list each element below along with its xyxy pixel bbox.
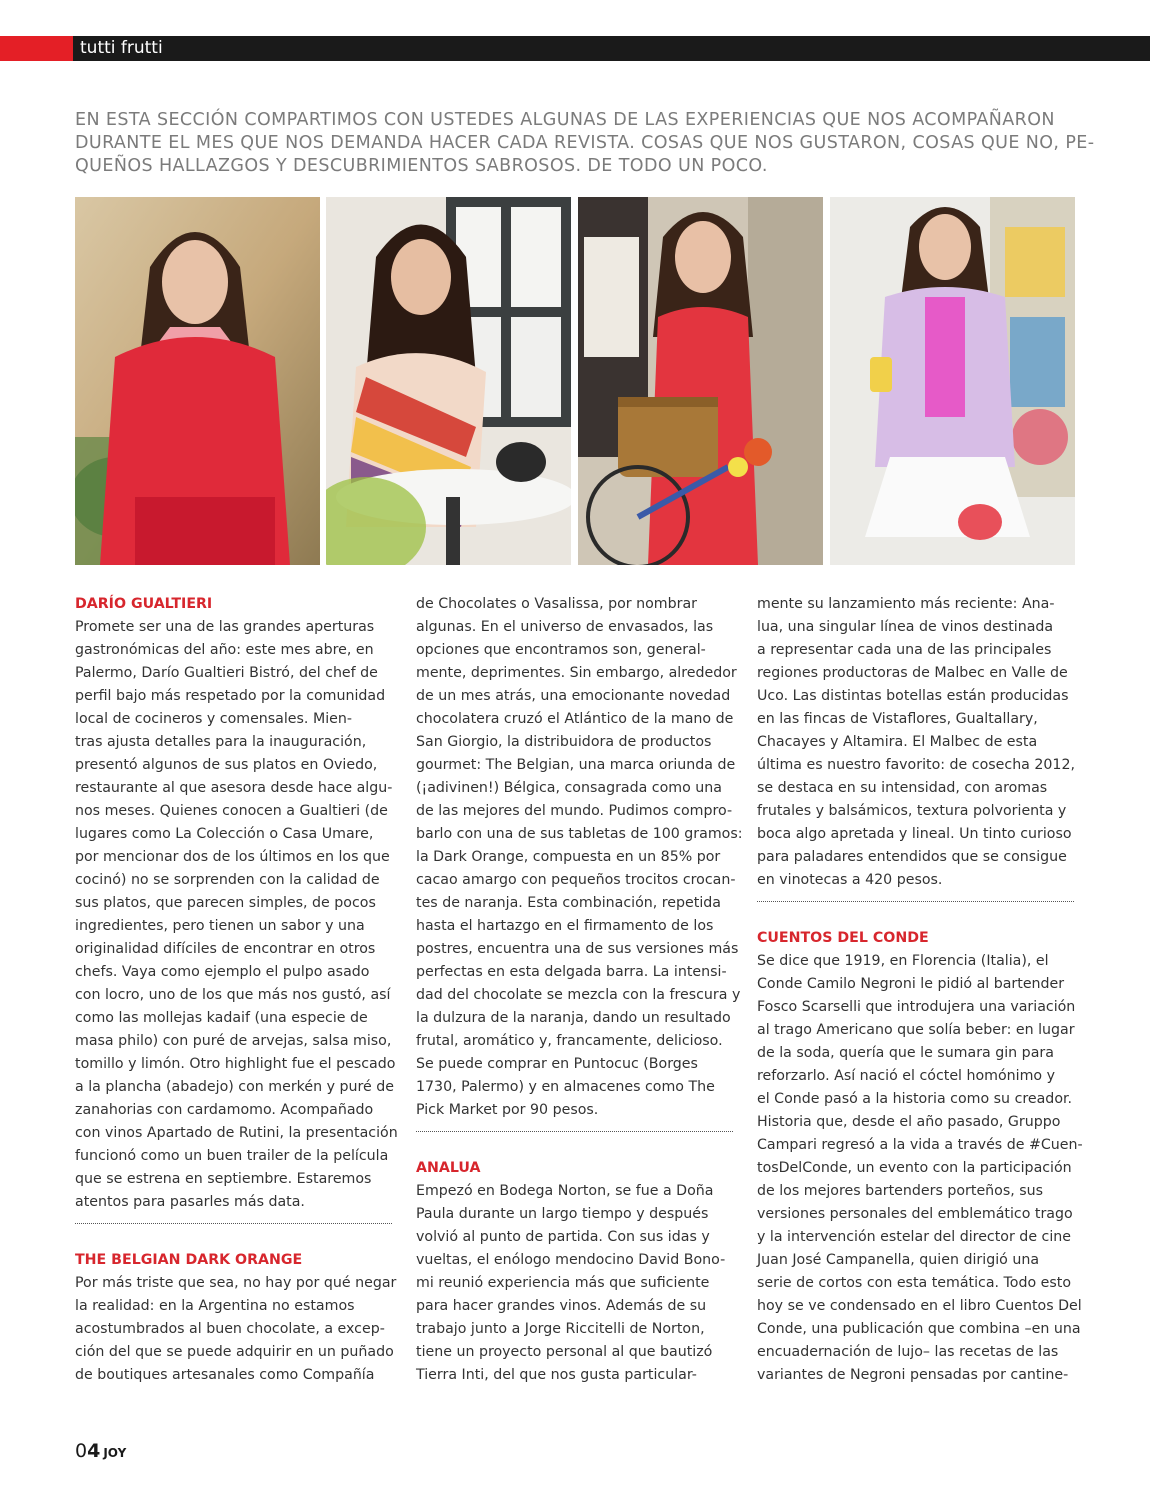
article-line: algunas. En el universo de envasados, las <box>416 619 714 635</box>
article-line: local de cocineros y comensales. Mien- <box>75 711 352 727</box>
article-line: Se puede comprar en Puntocuc (Borges <box>416 1056 698 1072</box>
article-body-analua <box>416 1180 734 1387</box>
article-line: frutal, aromático y, francamente, delicioso. <box>416 1033 723 1049</box>
article-line: versiones personales del emblemático trago <box>757 1206 1073 1222</box>
article-line: ción del que se puede adquirir en un puñado <box>75 1344 394 1360</box>
article-line: Promete ser una de las grandes aperturas <box>75 619 375 635</box>
article-line: masa philo) con puré de arvejas, salsa miso, <box>75 1033 392 1049</box>
page-number-four: 4 <box>87 1440 101 1462</box>
article-line: originalidad difíciles de encontrar en otros <box>75 941 376 957</box>
photo-woman-red-top <box>75 197 320 565</box>
intro-text <box>75 109 1095 178</box>
article-column-2 <box>416 593 743 1387</box>
article-line: tes de naranja. Esta combinación, repetida <box>416 895 721 911</box>
article-line: lua, una singular línea de vinos destinada <box>757 619 1054 635</box>
article-line: encuadernación de lujo– las recetas de las <box>757 1344 1059 1360</box>
article-line: regiones productoras de Malbec en Valle de <box>757 665 1068 681</box>
article-line: Tierra Inti, del que nos gusta particular- <box>416 1367 697 1383</box>
photo-woman-cafe <box>326 197 571 565</box>
heading-analua: ANALUA <box>416 1160 481 1176</box>
article-line: opciones que encontramos son, general- <box>416 642 706 658</box>
article-line: de boutiques artesanales como Compañía <box>75 1367 375 1383</box>
article-line: vueltas, el enólogo mendocino David Bono- <box>416 1252 726 1268</box>
article-line: (¡adivinen!) Bélgica, consagrada como una <box>416 780 722 796</box>
article-line: Chacayes y Altamira. El Malbec de esta <box>757 734 1038 750</box>
article-line: en las fincas de Vistaflores, Gualtallary, <box>757 711 1038 727</box>
article-line: Fosco Scarselli que introdujera una variación <box>757 999 1076 1015</box>
article-line: presentó algunos de sus platos en Oviedo, <box>75 757 378 773</box>
article-line: Pick Market por 90 pesos. <box>416 1102 599 1118</box>
photo-woman-lavender-blazer <box>830 197 1075 565</box>
article-line: Campari regresó a la vida a través de #Cuen- <box>757 1137 1083 1153</box>
article-line: gastronómicas del año: este mes abre, en <box>75 642 374 658</box>
article-line: cocinó) no se sorprenden con la calidad de <box>75 872 380 888</box>
article-line: Conde, una publicación que combina –en una <box>757 1321 1081 1337</box>
dotted-separator <box>757 892 1074 902</box>
intro-line: DURANTE EL MES QUE NOS DEMANDA HACER CADA REVISTA. COSAS QUE NOS GUSTARON, COSAS QUE NO, PE- <box>75 133 1095 153</box>
article-body-cuentos-del-conde <box>757 950 1083 1387</box>
article-line: restaurante al que asesora desde hace algu- <box>75 780 393 796</box>
article-line: de la soda, quería que le sumara gin para <box>757 1045 1054 1061</box>
article-line: reforzarlo. Así nació el cóctel homónimo y <box>757 1068 1056 1084</box>
article-line: Historia que, desde el año pasado, Gruppo <box>757 1114 1061 1130</box>
article-line: mente su lanzamiento más reciente: Ana- <box>757 596 1055 612</box>
article-line: de las mejores del mundo. Pudimos compro- <box>416 803 733 819</box>
article-line: tosDelConde, un evento con la participación <box>757 1160 1072 1176</box>
magazine-brand: JOY <box>103 1446 127 1460</box>
header-accent-block <box>0 36 73 61</box>
article-line: de Chocolates o Vasalissa, por nombrar <box>416 596 697 612</box>
article-line: la Dark Orange, compuesta en un 85% por <box>416 849 721 865</box>
article-line: la dulzura de la naranja, dando un resultado <box>416 1010 731 1026</box>
article-line: por mencionar dos de los últimos en los que <box>75 849 390 865</box>
article-line: chocolatera cruzó el Atlántico de la mano de <box>416 711 734 727</box>
article-line: trabajo junto a Jorge Riccitelli de Norton, <box>416 1321 705 1337</box>
article-line: acostumbrados al buen chocolate, a excep- <box>75 1321 385 1337</box>
article-column-1 <box>75 593 398 1387</box>
article-line: al trago Americano que solía beber: en lugar <box>757 1022 1075 1038</box>
dotted-separator <box>75 1214 392 1224</box>
article-body-dario-gualtieri <box>75 616 398 1214</box>
article-line: barlo con una de sus tabletas de 100 gramos: <box>416 826 743 842</box>
article-line: frutales y balsámicos, textura polvorienta y <box>757 803 1067 819</box>
article-line: que se estrena en septiembre. Estaremos <box>75 1171 372 1187</box>
article-line: San Giorgio, la distribuidora de productos <box>416 734 712 750</box>
article-column-3 <box>757 593 1083 1387</box>
article-line: Palermo, Darío Gualtieri Bistró, del chef de <box>75 665 378 681</box>
article-line: boca algo apretada y lineal. Un tinto curioso <box>757 826 1072 842</box>
article-line: como las mollejas kadaif (una especie de <box>75 1010 368 1026</box>
article-line: última es nuestro favorito: de cosecha 2012, <box>757 757 1075 773</box>
article-line: sus platos, que parecen simples, de pocos <box>75 895 376 911</box>
article-body-belgian-continued <box>416 593 743 1122</box>
section-header-bar <box>0 36 1150 61</box>
article-line: Se dice que 1919, en Florencia (Italia), el <box>757 953 1049 969</box>
article-line: perfil bajo más respetado por la comunidad <box>75 688 386 704</box>
article-line: serie de cortos con esta temática. Todo esto <box>757 1275 1072 1291</box>
article-line: Uco. Las distintas botellas están producidas <box>757 688 1069 704</box>
article-line: Conde Camilo Negroni le pidió al bartender <box>757 976 1065 992</box>
article-line: tomillo y limón. Otro highlight fue el pescado <box>75 1056 396 1072</box>
heading-cuentos-del-conde: CUENTOS DEL CONDE <box>757 930 929 946</box>
article-line: mente, deprimentes. Sin embargo, alrededor <box>416 665 737 681</box>
article-line: chefs. Vaya como ejemplo el pulpo asado <box>75 964 370 980</box>
article-line: con locro, uno de los que más nos gustó, así <box>75 987 391 1003</box>
article-line: zanahorias con cardamomo. Acompañado <box>75 1102 374 1118</box>
article-line: con vinos Apartado de Rutini, la presentación <box>75 1125 398 1141</box>
photo-strip <box>75 197 1075 565</box>
article-line: 1730, Palermo) y en almacenes como The <box>416 1079 715 1095</box>
dotted-separator <box>416 1122 733 1132</box>
article-line: de los mejores bartenders porteños, sus <box>757 1183 1044 1199</box>
intro-line: QUEÑOS HALLAZGOS Y DESCUBRIMIENTOS SABROSOS. DE TODO UN POCO. <box>75 156 768 176</box>
page-folio <box>75 1440 126 1462</box>
article-line: hasta el hartazgo en el firmamento de los <box>416 918 714 934</box>
article-line: Juan José Campanella, quien dirigió una <box>757 1252 1040 1268</box>
article-line: a la plancha (abadejo) con merkén y puré de <box>75 1079 395 1095</box>
article-line: lugares como La Colección o Casa Umare, <box>75 826 374 842</box>
article-line: funcionó como un buen trailer de la película <box>75 1148 389 1164</box>
article-line: volvió al punto de partida. Con sus idas y <box>416 1229 710 1245</box>
article-line: para hacer grandes vinos. Además de su <box>416 1298 707 1314</box>
article-line: ingredientes, pero tienen un sabor y una <box>75 918 365 934</box>
article-line: se destaca en su intensidad, con aromas <box>757 780 1048 796</box>
article-line: nos meses. Quienes conocen a Gualtieri (de <box>75 803 388 819</box>
article-line: a representar cada una de las principales <box>757 642 1052 658</box>
article-line: atentos para pasarles más data. <box>75 1194 305 1210</box>
article-line: la realidad: en la Argentina no estamos <box>75 1298 355 1314</box>
section-title: tutti frutti <box>80 38 163 58</box>
article-line: Por más triste que sea, no hay por qué negar <box>75 1275 397 1291</box>
article-line: perfectas en esta delgada barra. La intensi- <box>416 964 727 980</box>
article-line: Empezó en Bodega Norton, se fue a Doña <box>416 1183 714 1199</box>
article-line: variantes de Negroni pensadas por cantine- <box>757 1367 1069 1383</box>
article-body-analua-continued <box>757 593 1075 892</box>
article-line: de un mes atrás, una emocionante novedad <box>416 688 731 704</box>
intro-line: EN ESTA SECCIÓN COMPARTIMOS CON USTEDES ALGUNAS DE LAS EXPERIENCIAS QUE NOS ACOMPAÑARON <box>75 110 1055 130</box>
article-line: dad del chocolate se mezcla con la frescura y <box>416 987 741 1003</box>
article-line: Paula durante un largo tiempo y después <box>416 1206 709 1222</box>
article-line: tras ajusta detalles para la inauguración, <box>75 734 367 750</box>
article-line: el Conde pasó a la historia como su creador. <box>757 1091 1073 1107</box>
article-line: para paladares entendidos que se consigue <box>757 849 1067 865</box>
heading-dario-gualtieri: DARÍO GUALTIERI <box>75 596 213 612</box>
heading-belgian-dark-orange: THE BELGIAN DARK ORANGE <box>75 1252 303 1268</box>
article-body-belgian-dark-orange <box>75 1272 397 1387</box>
article-line: postres, encuentra una de sus versiones más <box>416 941 739 957</box>
photo-woman-bicycle <box>578 197 823 565</box>
article-line: gourmet: The Belgian, una marca oriunda de <box>416 757 736 773</box>
article-line: cacao amargo con pequeños trocitos crocan- <box>416 872 736 888</box>
article-line: y la intervención estelar del director de cine <box>757 1229 1072 1245</box>
page-number-zero: 0 <box>75 1440 88 1462</box>
article-line: hoy se ve condensado en el libro Cuentos Del <box>757 1298 1082 1314</box>
article-line: tiene un proyecto personal al que bautizó <box>416 1344 713 1360</box>
article-line: en vinotecas a 420 pesos. <box>757 872 943 888</box>
article-line: mi reunió experiencia más que suficiente <box>416 1275 710 1291</box>
